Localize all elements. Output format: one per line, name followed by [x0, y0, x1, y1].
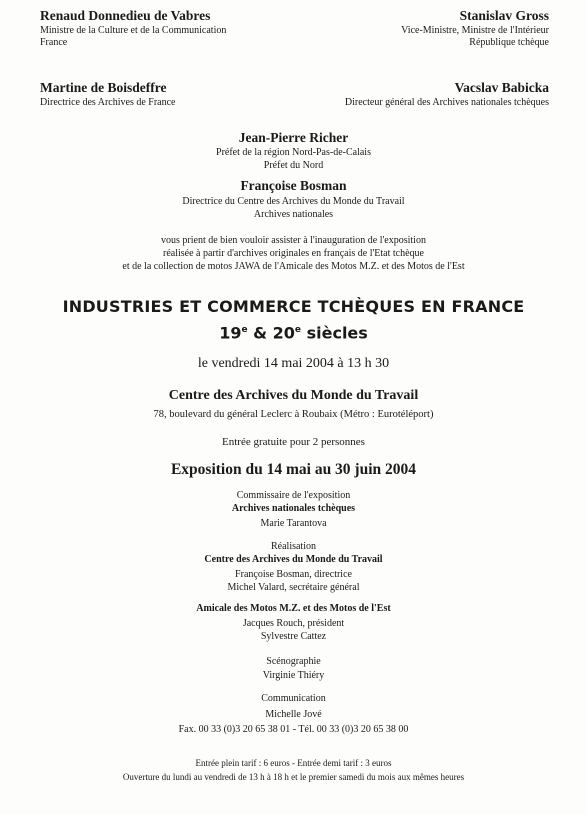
amicale-name-1: Jacques Rouch, président — [242, 618, 345, 629]
ampersand: & — [247, 323, 273, 343]
event-venue: Centre des Archives du Monde du Travail — [168, 388, 419, 403]
invitation-line-1: vous prient de bien vouloir assister à l'inauguration de l'exposition — [161, 235, 426, 246]
directrice-title: Directrice du Centre des Archives du Monde du Travail — [182, 196, 405, 207]
vice-minister-country: République tchèque — [469, 37, 549, 48]
event-entry: Entrée gratuite pour 2 personnes — [222, 436, 365, 448]
footer-hours: Ouverture du lundi au vendredi de 13 h à 18 h et le premier samedi du mois aux mêmes heures — [122, 772, 465, 782]
czech-archives-director-title: Directeur général des Archives nationales tchèques — [344, 97, 549, 108]
directrice-name: Françoise Bosman — [240, 178, 347, 193]
communication-name: Michelle Jové — [265, 709, 322, 720]
amicale-org: Amicale des Motos M.Z. et des Motos de l'Est — [196, 603, 391, 614]
scenographie-label: Scénographie — [266, 656, 321, 667]
minister-culture-country: France — [40, 37, 68, 48]
event-address: 78, boulevard du général Leclerc à Roubaix (Métro : Eurotéléport) — [153, 409, 434, 420]
invitation-line-2: réalisée à partir d'archives originales en français de l'Etat tchèque — [163, 248, 424, 259]
exhibition-title: INDUSTRIES ET COMMERCE TCHÈQUES EN FRANCE — [62, 297, 525, 316]
century-19-suffix: e — [241, 325, 248, 335]
archives-france-director-title: Directrice des Archives de France — [40, 97, 176, 108]
vice-minister-title: Vice-Ministre, Ministre de l'Intérieur — [401, 25, 549, 36]
footer-tarifs: Entrée plein tarif : 6 euros - Entrée demi tarif : 3 euros — [195, 758, 392, 768]
directrice-org: Archives nationales — [253, 209, 334, 220]
event-date: le vendredi 14 mai 2004 à 13 h 30 — [197, 356, 390, 371]
contact-numbers: Fax. 00 33 (0)3 20 65 38 01 - Tél. 00 33 (0)3 20 65 38 00 — [178, 724, 409, 735]
communication-label: Communication — [261, 693, 326, 704]
commissaire-name: Marie Tarantova — [260, 518, 327, 529]
czech-archives-director-name: Vacslav Babicka — [454, 80, 549, 95]
realisation-label: Réalisation — [271, 541, 316, 552]
realisation-name-1: Françoise Bosman, directrice — [235, 569, 352, 580]
century-20-suffix: e — [294, 325, 302, 335]
commissaire-label: Commissaire de l'exposition — [236, 490, 351, 501]
commissaire-org: Archives nationales tchèques — [231, 503, 356, 514]
prefet-title-nord: Préfet du Nord — [263, 160, 324, 171]
century-19: 19 — [219, 323, 242, 343]
vice-minister-name: Stanislav Gross — [459, 8, 549, 23]
scenographie-name: Virginie Thiéry — [262, 670, 325, 681]
archives-france-director-name: Martine de Boisdeffre — [40, 80, 167, 95]
exhibition-subtitle — [0, 320, 587, 343]
prefet-name: Jean-Pierre Richer — [238, 130, 349, 145]
exposition-dates: Exposition du 14 mai au 30 juin 2004 — [170, 461, 417, 478]
realisation-org: Centre des Archives du Monde du Travail — [204, 554, 383, 565]
realisation-name-2: Michel Valard, secrétaire général — [227, 582, 360, 593]
invitation-line-3: et de la collection de motos JAWA de l'Amicale des Motos M.Z. et des Motos de l'Est — [122, 261, 465, 272]
prefet-title-region: Préfet de la région Nord-Pas-de-Calais — [216, 147, 371, 158]
siecles-word: siècles — [301, 323, 368, 343]
amicale-name-2: Sylvestre Cattez — [260, 631, 327, 642]
century-20: 20 — [272, 323, 295, 343]
minister-culture-title: Ministre de la Culture et de la Communication — [40, 25, 227, 36]
minister-culture-name: Renaud Donnedieu de Vabres — [40, 8, 211, 23]
